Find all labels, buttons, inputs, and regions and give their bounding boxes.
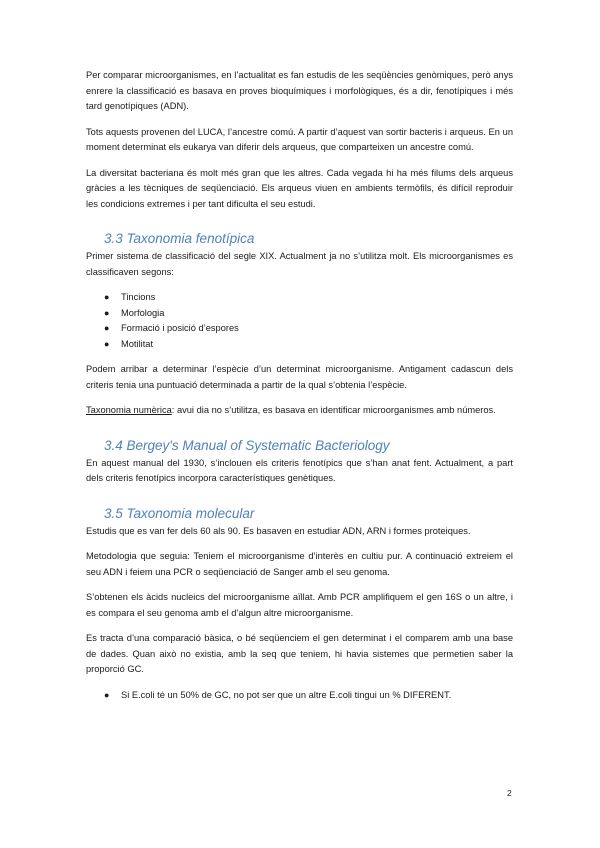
intro-paragraph-1: Per comparar microorganismes, en l’actualitat es fan estudis de les seqüències genòmiques, però anys enrere la classificació es basava en proves bioquímiques i morfològiques, és a dir, fenotípiques i més tard genotípiques (ADN). — [86, 70, 513, 111]
section-3-4-text: En aquest manual del 1930, s’inclouen els criteris fenotípics que s’han anat fent. Actualment, a part dels criteris fenotípics incorpora característiques genètiques. — [86, 457, 513, 483]
list-item: ● Tincions — [86, 290, 513, 306]
criteria-list — [86, 290, 513, 352]
section-3-5-paragraph-4: Es tracta d’una comparació bàsica, o bé seqüenciem el gen determinat i el comparem amb una base de dades. Quan això no existia, amb la seq que teniem, hi havia sistemes que permetien saber la proporció GC. — [86, 633, 513, 674]
section-3-4-heading: 3.4 Bergey's Manual of Systematic Bacteriology — [104, 437, 390, 453]
numeric-taxonomy-paragraph: Taxonomia numèrica: avui dia no s’utilitza, es basava en identificar microorganismes amb números. — [86, 405, 496, 415]
bullet-icon: ● — [104, 689, 110, 700]
page-body — [86, 68, 513, 713]
section-3-3-intro: Primer sistema de classificació del segle XIX. Actualment ja no s’utilitza molt. Els microorganismes es classificaven segons: — [86, 251, 513, 277]
section-3-5-paragraph-2: Metodologia que seguia: Teniem el microorganisme d’interès en cultiu pur. A continuació extreiem el seu ADN i feiem una PCR o seqüenciació de Sanger amb el seu genoma. — [86, 551, 513, 577]
list-item: ● Si E.coli té un 50% de GC, no pot ser que un altre E.coli tingui un % DIFERENT. — [86, 688, 513, 704]
gc-list — [86, 688, 513, 704]
list-item: ● Formació i posició d’espores — [86, 321, 513, 337]
intro-paragraph-2: Tots aquests provenen del LUCA, l’ancestre comú. A partir d’aquest van sortir bacteris i arqueus. En un moment determinat els eukarya van diferir dels arqueus, que comparteixen un ancestre comú. — [86, 126, 513, 152]
section-3-5-paragraph-1: Estudis que es van fer dels 60 als 90. Es basaven en estudiar ADN, ARN i formes proteiques. — [86, 525, 471, 536]
page-number: 2 — [507, 788, 512, 798]
section-3-5-heading: 3.5 Taxonomia molecular — [104, 505, 255, 521]
section-3-3-paragraph: Podem arribar a determinar l’espècie d’un determinat microorganisme. Antigament cadascun dels criteris tenia una puntuació determinada a partir de la qual s’obtenia l’espècie. — [86, 364, 513, 390]
section-3-3-heading: 3.3 Taxonomia fenotípica — [104, 231, 255, 246]
list-item: ● Morfologia — [86, 306, 513, 322]
numeric-taxonomy-term: Taxonomia numèrica — [86, 405, 172, 415]
intro-paragraph-3: La diversitat bacteriana és molt més gran que les altres. Cada vegada hi ha més filums dels arqueus gràcies a les tècniques de seqüenciació. Els arqueus viuen en ambients termòfils, és difícil reproduir les condicions extremes i per tant dificulta el seu estudi. — [86, 167, 513, 209]
list-item: ● Motilitat — [86, 337, 513, 353]
bullet-icon: ● — [104, 338, 110, 349]
bullet-icon: ● — [104, 292, 110, 302]
bullet-icon: ● — [104, 323, 110, 333]
bullet-icon: ● — [104, 307, 110, 318]
section-3-5-paragraph-3: S’obtenen els àcids nucleics del microorganisme aïllat. Amb PCR amplifiquem el gen 16S o un altre, i es compara el seu genoma amb el d’algun altre microorganisme. — [86, 592, 513, 618]
